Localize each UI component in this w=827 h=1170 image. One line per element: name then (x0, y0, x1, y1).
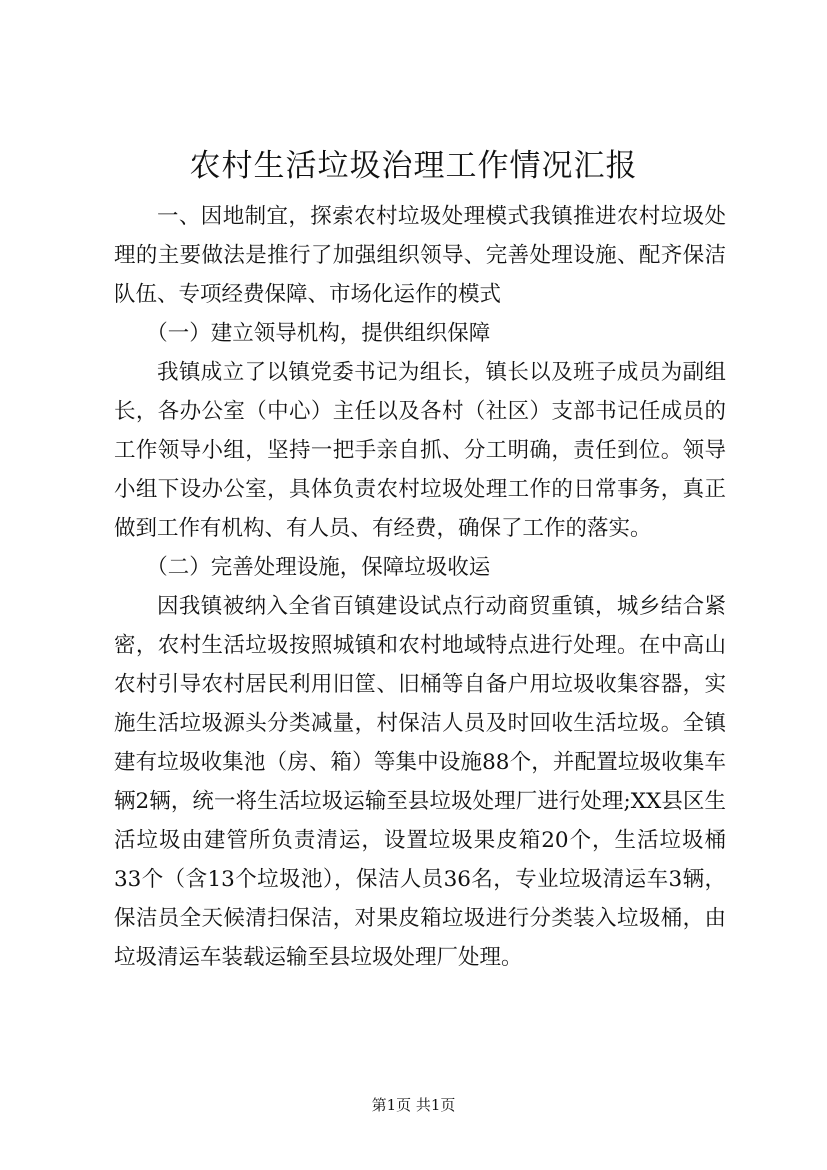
document-body (114, 197, 726, 977)
subsection-two-heading: （二）完善处理设施，保障垃圾收运 (146, 555, 491, 580)
document-title: 农村生活垃圾治理工作情况汇报 (189, 148, 638, 184)
subsection-one-paragraph: 我镇成立了以镇党委书记为组长，镇长以及班子成员为副组长，各办公室（中心）主任以及各村（社区）支部书记任成员的工作领导小组，坚持一把手亲自抓、分工明确，责任到位。领导小组下设办公室，具体负责农村垃圾处理工作的日常事务，真正做到工作有机构、有人员、有经费，确保了工作的落实。 (114, 360, 726, 541)
subsection-one-heading: （一）建立领导机构，提供组织保障 (146, 321, 491, 346)
section-one-paragraph: 一、因地制宜，探索农村垃圾处理模式我镇推进农村垃圾处理的主要做法是推行了加强组织领导、完善处理设施、配齐保洁队伍、专项经费保障、市场化运作的模式 (114, 204, 726, 307)
subsection-two-paragraph: 因我镇被纳入全省百镇建设试点行动商贸重镇，城乡结合紧密，农村生活垃圾按照城镇和农村地域特点进行处理。在中高山农村引导农村居民利用旧筐、旧桶等自备户用垃圾收集容器，实施生活垃圾源头分类减量，村保洁人员及时回收生活垃圾。全镇建有垃圾收集池（房、箱）等集中设施88个，并配置垃圾收集车辆2辆，统一将生活垃圾运输至县垃圾处理厂进行处理;XX县区生活垃圾由建管所负责清运，设置垃圾果皮箱20个，生活垃圾桶33个（含13个垃圾池），保洁人员36名，专业垃圾清运车3辆，保洁员全天候清扫保洁，对果皮箱垃圾进行分类装入垃圾桶，由垃圾清运车装载运输至县垃圾处理厂处理。 (114, 594, 726, 970)
page-footer: 第1页 共1页 (371, 1096, 456, 1114)
